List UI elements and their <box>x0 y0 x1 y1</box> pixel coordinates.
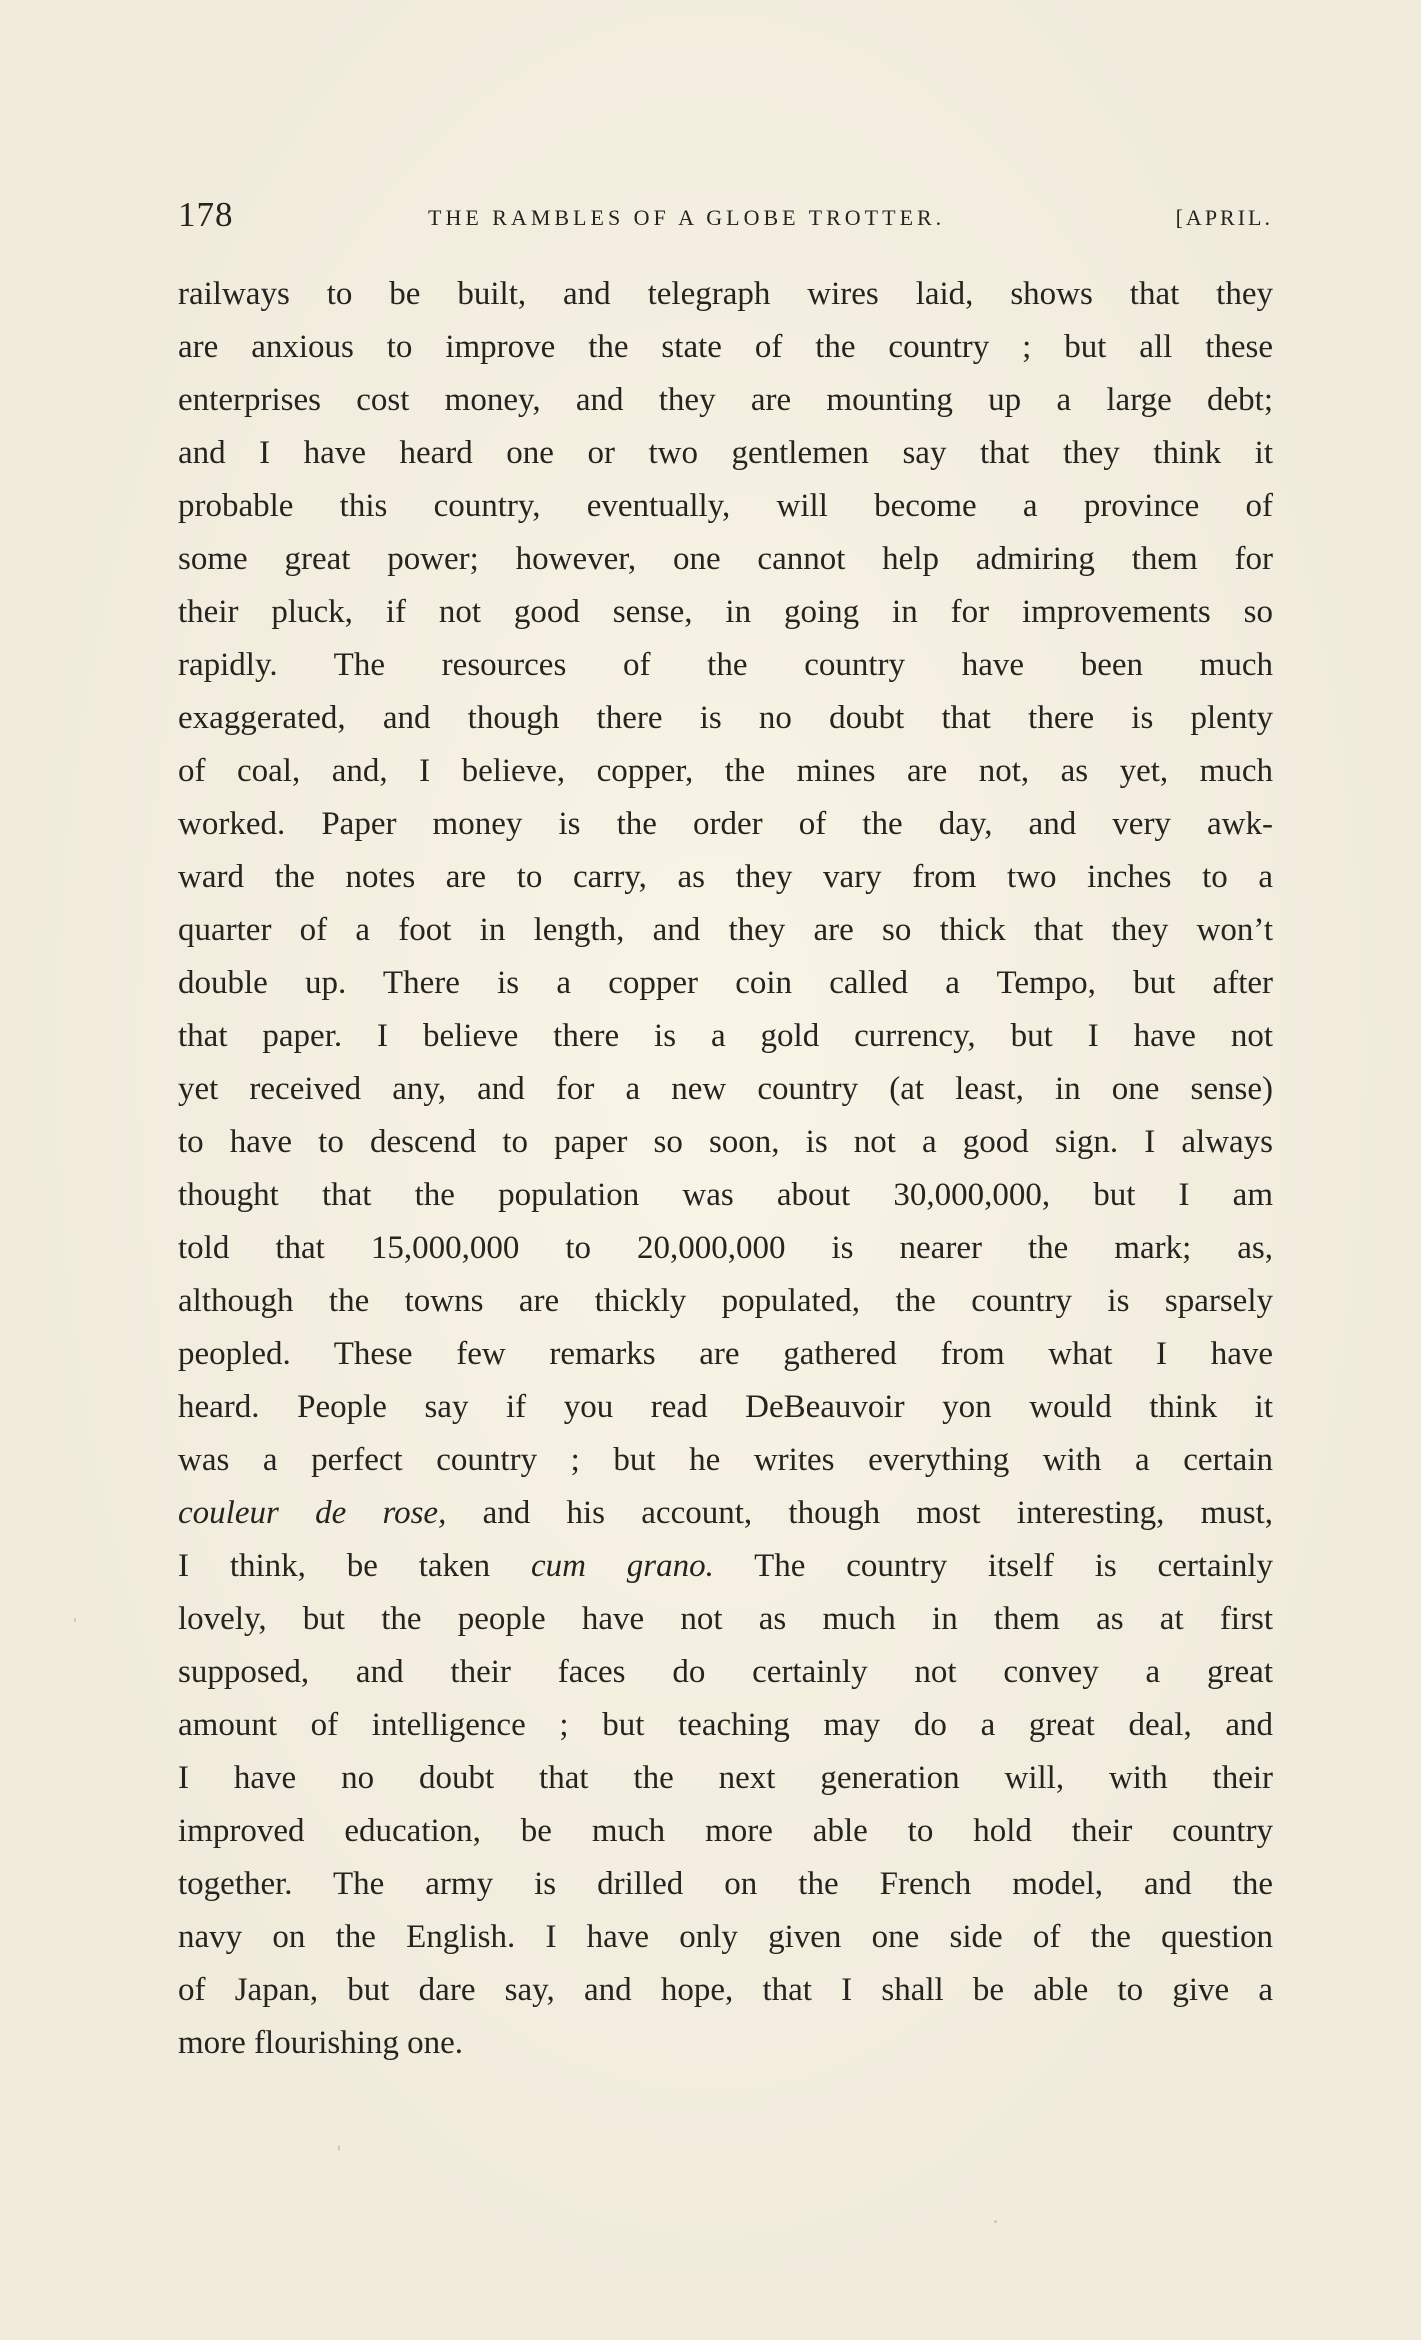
text-segment: The country itself is certainly <box>713 1548 1273 1584</box>
text-line: yet received any, and for a new country (at least, in one sense) <box>178 1071 1273 1107</box>
text-line: ward the notes are to carry, as they vary from two inches to a <box>178 859 1273 895</box>
text-line: heard. People say if you read DeBeauvoir yon would think it <box>178 1389 1273 1425</box>
text-line: of coal, and, I believe, copper, the mines are not, as yet, much <box>178 753 1273 789</box>
text-line: peopled. These few remarks are gathered from what I have <box>178 1336 1273 1372</box>
text-line: some great power; however, one cannot help admiring them for <box>178 541 1273 577</box>
text-line: together. The army is drilled on the French model, and the <box>178 1866 1273 1902</box>
text-line: rapidly. The resources of the country have been much <box>178 647 1273 683</box>
text-line: supposed, and their faces do certainly not convey a great <box>178 1654 1273 1690</box>
text-line: are anxious to improve the state of the country ; but all these <box>178 329 1273 365</box>
text-line: double up. There is a copper coin called a Tempo, but after <box>178 965 1273 1001</box>
text-line: of Japan, but dare say, and hope, that I shall be able to give a <box>178 1972 1273 2008</box>
running-title: THE RAMBLES OF A GLOBE TROTTER. <box>428 205 946 230</box>
italic-phrase: cum grano. <box>531 1548 714 1584</box>
text-line: probable this country, eventually, will become a province of <box>178 488 1273 524</box>
text-line: I have no doubt that the next generation will, with their <box>178 1760 1273 1796</box>
text-line: was a perfect country ; but he writes everything with a certain <box>178 1442 1273 1478</box>
text-line <box>178 1540 1273 1593</box>
text-line: improved education, be much more able to hold their country <box>178 1813 1273 1849</box>
text-line: told that 15,000,000 to 20,000,000 is nearer the mark; as, <box>178 1230 1273 1266</box>
body-text <box>178 268 1273 2070</box>
text-line: their pluck, if not good sense, in going in for improvements so <box>178 594 1273 630</box>
paper-speck <box>994 2220 997 2223</box>
text-line: lovely, but the people have not as much in them as at first <box>178 1601 1273 1637</box>
running-month: [APRIL. <box>1175 205 1273 230</box>
text-segment: and his account, though most interesting, must, <box>446 1495 1274 1531</box>
text-line: more flourishing one. <box>178 2025 464 2061</box>
italic-phrase: couleur de rose, <box>178 1495 447 1531</box>
paper-speck <box>338 2145 340 2151</box>
text-line: thought that the population was about 30,000,000, but I am <box>178 1177 1273 1213</box>
text-line: exaggerated, and though there is no doubt that there is plenty <box>178 700 1273 736</box>
page-header <box>178 190 1273 240</box>
page-number: 178 <box>178 195 234 234</box>
text-line: quarter of a foot in length, and they are so thick that they won’t <box>178 912 1273 948</box>
text-line: railways to be built, and telegraph wires laid, shows that they <box>178 276 1273 312</box>
text-line: amount of intelligence ; but teaching may do a great deal, and <box>178 1707 1273 1743</box>
paper-speck <box>74 1618 76 1622</box>
text-line: worked. Paper money is the order of the day, and very awk- <box>178 806 1273 842</box>
text-line <box>178 1487 1273 1540</box>
text-line: enterprises cost money, and they are mounting up a large debt; <box>178 382 1273 418</box>
text-segment: I think, be taken <box>178 1548 531 1584</box>
text-line: that paper. I believe there is a gold currency, but I have not <box>178 1018 1273 1054</box>
text-line: although the towns are thickly populated, the country is sparsely <box>178 1283 1273 1319</box>
text-line: navy on the English. I have only given one side of the question <box>178 1919 1273 1955</box>
text-line: to have to descend to paper so soon, is not a good sign. I always <box>178 1124 1273 1160</box>
text-line: and I have heard one or two gentlemen say that they think it <box>178 435 1273 471</box>
